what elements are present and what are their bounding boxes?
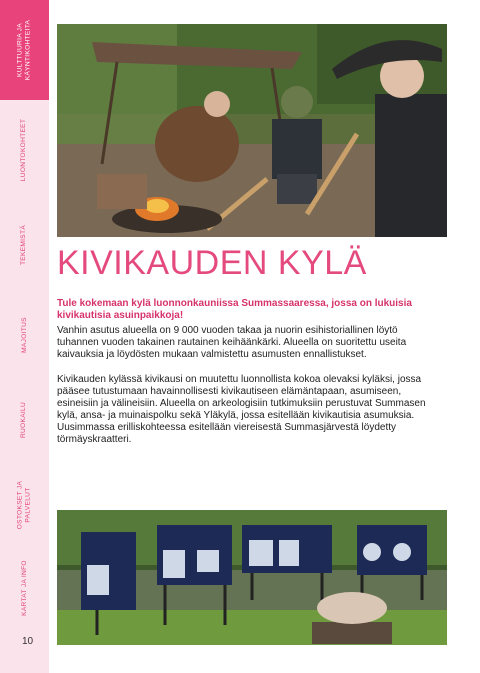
tab-kulttuuria[interactable] — [0, 0, 49, 100]
body-paragraph-2: Kivikauden kylässä kivikausi on muutettu luonnollista kokoa olevaksi kyläksi, jossa pääsee tutustumaan havainnollisesti kivikautiseen elämäntapaan, asumiseen, esineisiin ja välineisiin. Alueella on arkeologisiin tutkimuksiin perustuvat Summasen kylä, ansa- ja muinaispolku sekä Yläkylä, jossa esitellään kivikautisia asumuksia. Uusimmassa erilliskohteessa esitellään viereisestä Summasjärvestä löydetty törmäyskraatteri. — [57, 374, 426, 445]
tab-majoitus[interactable] — [0, 290, 49, 380]
tab-label: RUOKAILU — [20, 401, 28, 439]
tab-ostokset[interactable] — [0, 460, 49, 550]
page-title: KIVIKAUDEN KYLÄ — [57, 244, 367, 282]
stone-age-fire-photo — [57, 24, 447, 237]
section-sidebar — [0, 0, 49, 673]
page-number: 10 — [22, 636, 34, 647]
tab-kartat[interactable] — [0, 550, 49, 625]
info-boards-photo — [57, 510, 447, 645]
tab-label: TEKEMISTÄ — [20, 224, 28, 266]
tab-label: KULTTUURIA JA KÄYNTIKOHTEITA — [16, 19, 32, 81]
body-paragraph-1: Vanhin asutus alueella on 9 000 vuoden takaa ja nuorin esihistoriallinen löytö tuhannen vuoden takainen rautainen keihäänkärki. Alueella on suoritettu useita kaivauksia ja löydösten mukaan valmistettu asumusten ennallistukset. — [57, 325, 407, 360]
tab-label: KARTAT JA INFO — [20, 559, 28, 616]
tab-label: LUONTOKOHTEET — [20, 118, 28, 182]
lead-text: Tule kokemaan kylä luonnonkauniissa Summassaaressa, jossa on lukuisia kivikautisia asuinpaikkoja! — [57, 298, 412, 321]
tab-label: OSTOKSET JA PALVELUT — [16, 480, 32, 530]
tab-luontokohteet[interactable] — [0, 100, 49, 200]
tab-label: MAJOITUS — [20, 317, 28, 353]
tab-tekemista[interactable] — [0, 200, 49, 290]
tab-ruokailu[interactable] — [0, 380, 49, 460]
